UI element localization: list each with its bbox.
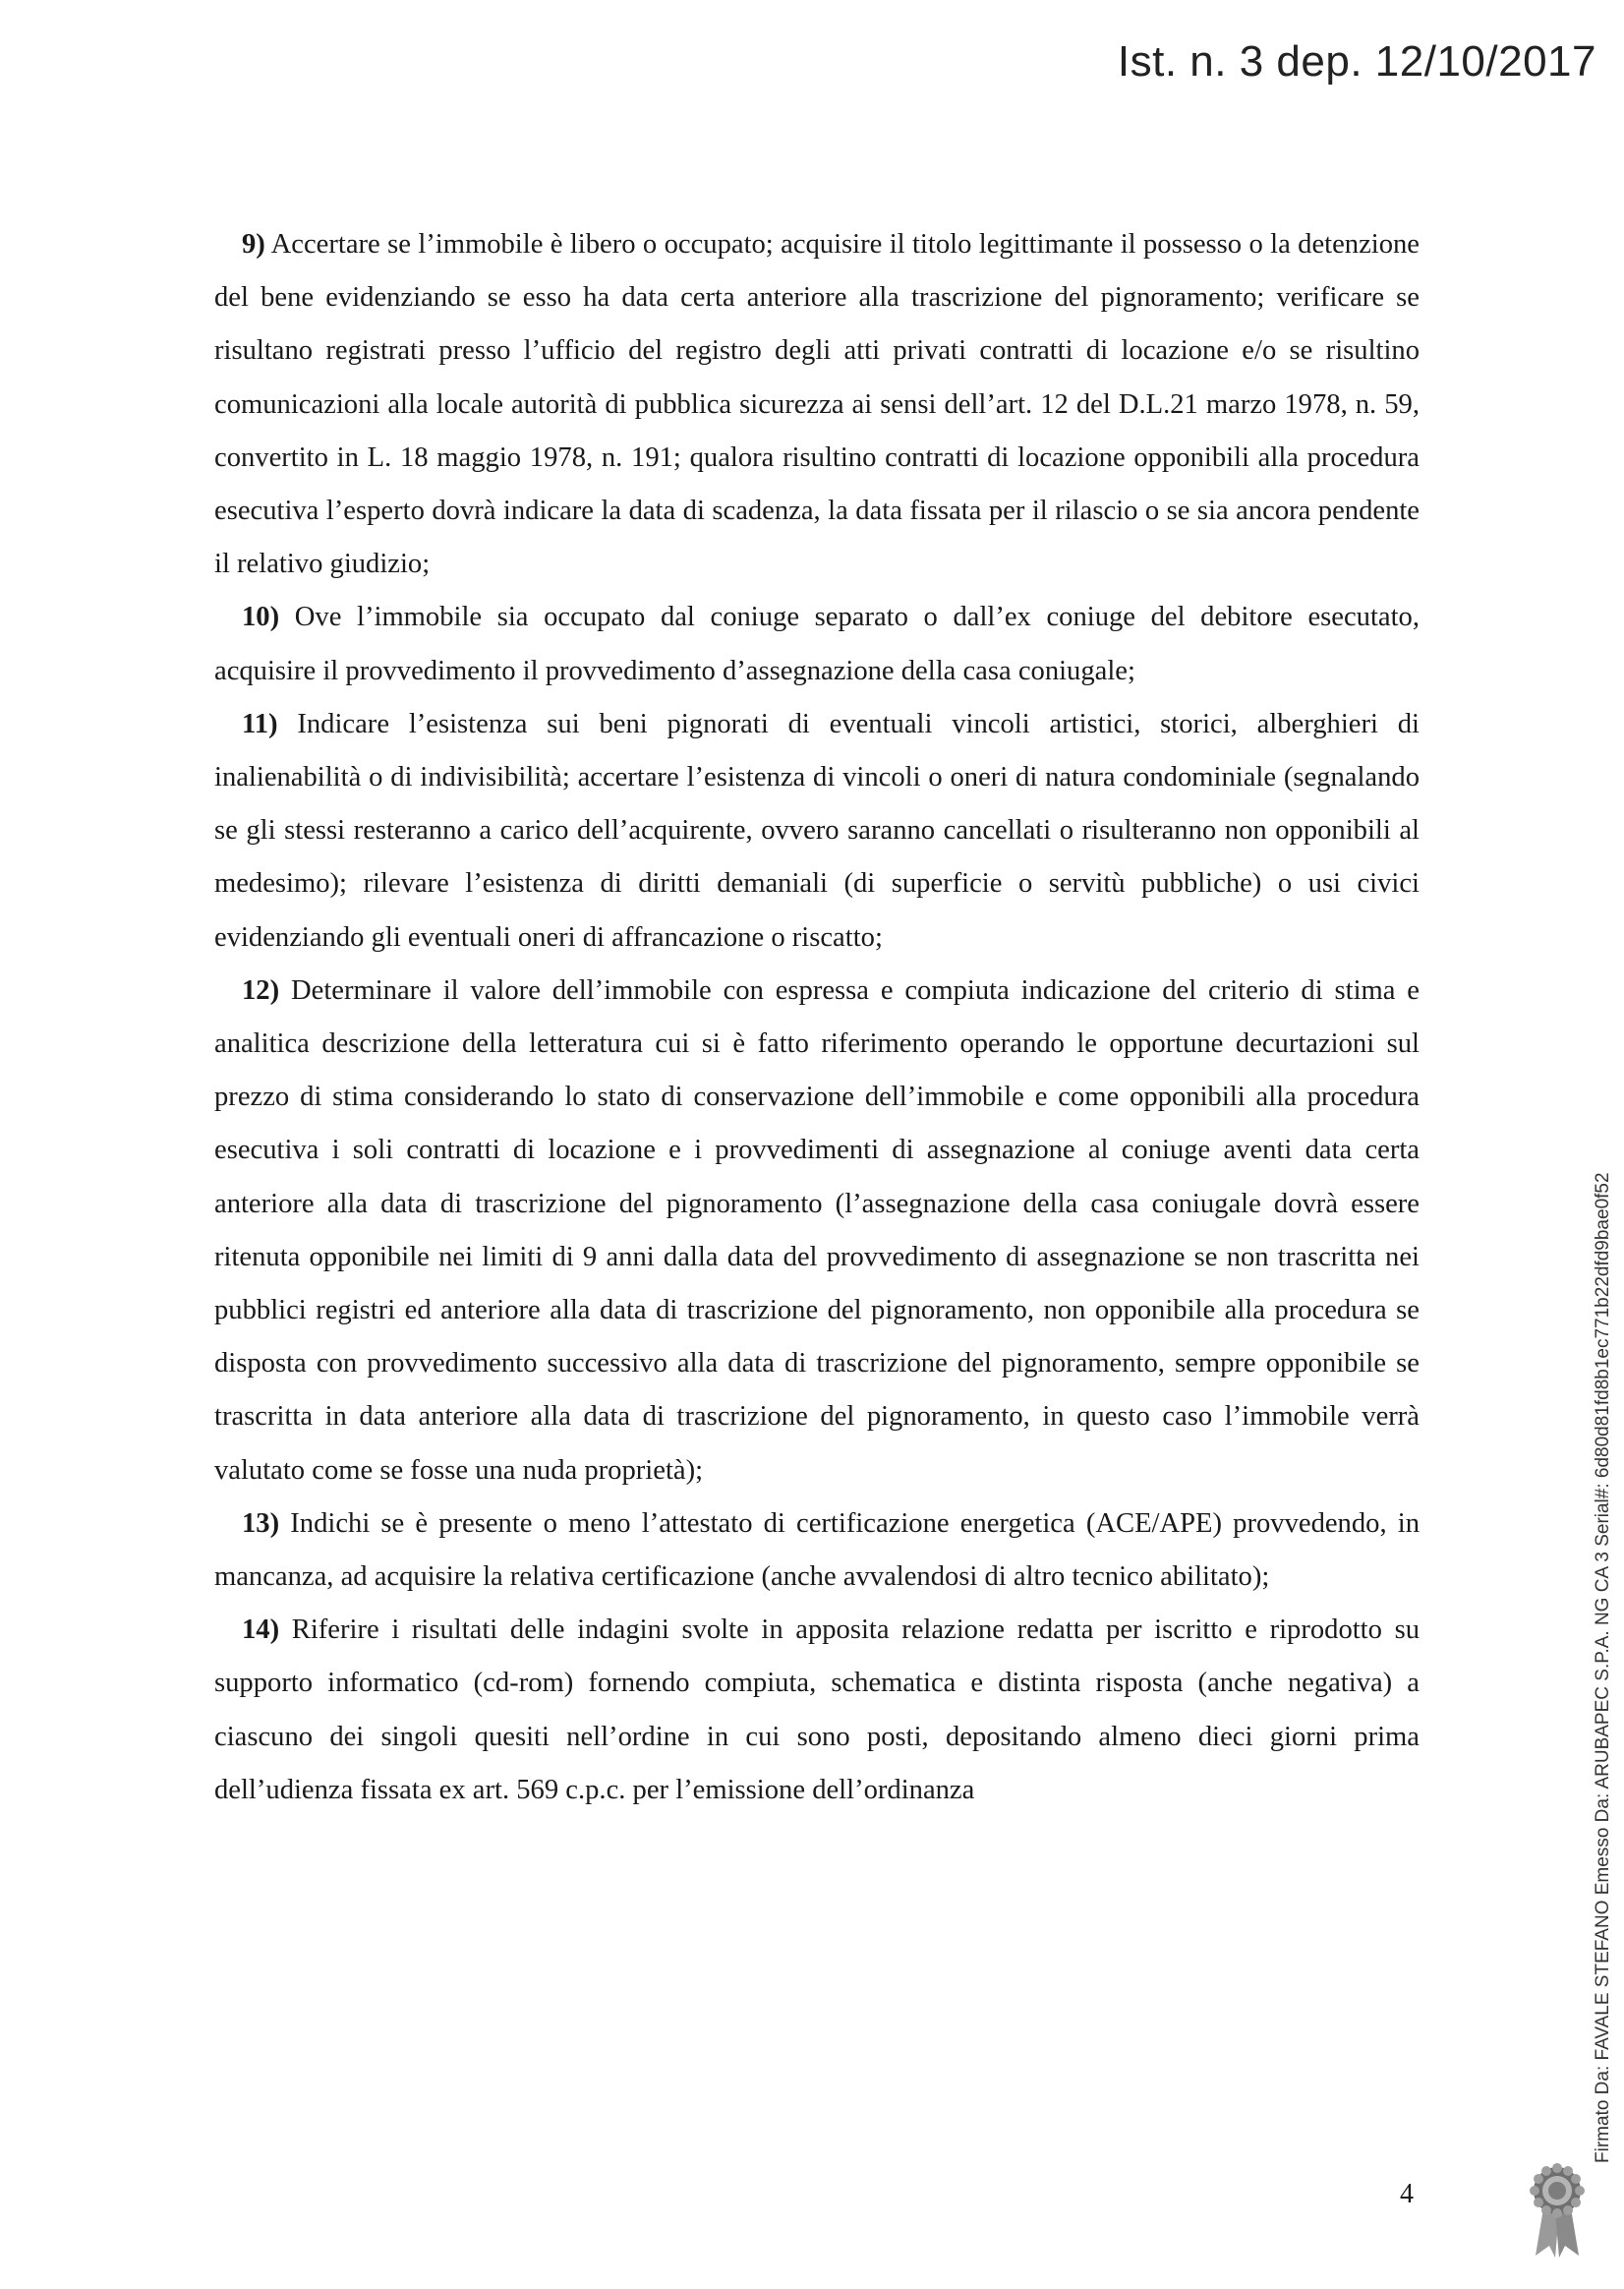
item-text: Indichi se è presente o meno l’attestato di certificazione energetica (ACE/APE) provvedendo, in mancanza, ad acquisire la relativa certificazione (anche avvalendosi di altro tecnico abilitato);	[214, 1507, 1420, 1593]
list-item-13	[214, 1497, 1420, 1604]
item-number: 14)	[242, 1614, 280, 1646]
item-text: Indicare l’esistenza sui beni pignorati di eventuali vincoli artistici, storici, alberghieri di inalienabilità o di indivisibilità; accertare l’esistenza di vincoli o oneri di natura condominiale (segnalando se gli stessi resteranno a carico dell’acquirente, ovvero saranno cancellati o risulteranno non opponibili al medesimo); rilevare l’esistenza di diritti demaniali (di superficie o servitù pubbliche) o usi civici evidenziando gli eventuali oneri di affrancazione o riscatto;	[214, 708, 1420, 953]
item-text: Determinare il valore dell’immobile con espressa e compiuta indicazione del criterio di stima e analitica descrizione della letteratura cui si è fatto riferimento operando le opportune decurtazioni sul prezzo di stima considerando lo stato di conservazione dell’immobile e come opponibili alla procedura esecutiva i soli contratti di locazione e i provvedimenti di assegnazione al coniuge aventi data certa anteriore alla data di trascrizione del pignoramento (l’assegnazione della casa coniugale dovrà essere ritenuta opponibile nei limiti di 9 anni dalla data del provvedimento di assegnazione se non trascritta nei pubblici registri ed anteriore alla data di trascrizione del pignoramento, non opponibile alla procedura se disposta con provvedimento successivo alla data di trascrizione del pignoramento, sempre opponibile se trascritta in data anteriore alla data di trascrizione del pignoramento, in questo caso l’immobile verrà valutato come se fosse una nuda proprietà);	[214, 974, 1420, 1486]
digital-signature-strip: Firmato Da: FAVALE STEFANO Emesso Da: ARUBAPEC S.P.A. NG CA 3 Serial#: 6d80d81fd8b1ec771b22dfd9bae0f52	[1593, 1172, 1613, 2163]
list-item-9	[214, 218, 1420, 591]
protocol-stamp: Ist. n. 3 dep. 12/10/2017	[1117, 37, 1596, 86]
list-item-14	[214, 1604, 1420, 1817]
item-text: Ove l’immobile sia occupato dal coniuge separato o dall’ex coniuge del debitore esecutato, acquisire il provvedimento il provvedimento d’assegnazione della casa coniugale;	[214, 602, 1421, 686]
item-number: 10)	[242, 602, 280, 633]
item-text: Accertare se l’immobile è libero o occupato; acquisire il titolo legittimante il possesso o la detenzione del bene evidenziando se esso ha data certa anteriore alla trascrizione del pignoramento; verificare se risultano registrati presso l’ufficio del registro degli atti privati contratti di locazione e/o se risultino comunicazioni alla locale autorità di pubblica sicurezza ai sensi dell’art. 12 del D.L.21 marzo 1978, n. 59, convertito in L. 18 maggio 1978, n. 191; qualora risultino contratti di locazione opponibili alla procedura esecutiva l’esperto dovrà indicare la data di scadenza, la data fissata per il rilascio o se sia ancora pendente il relativo giudizio;	[214, 229, 1420, 580]
list-item-11	[214, 698, 1420, 965]
item-text: Riferire i risultati delle indagini svolte in apposita relazione redatta per iscritto e riprodotto su supporto informatico (cd-rom) fornendo compiuta, schematica e distinta risposta (anche negativa) a ciascuno dei singoli quesiti nell’ordine in cui sono posti, depositando almeno dieci giorni prima dell’udienza fissata ex art. 569 c.p.c. per l’emissione dell’ordinanza	[214, 1614, 1420, 1805]
item-number: 9)	[242, 229, 265, 260]
document-body	[214, 218, 1420, 1817]
item-number: 12)	[242, 974, 280, 1006]
list-item-10	[214, 591, 1420, 697]
item-number: 11)	[242, 708, 278, 739]
certification-seal-icon	[1526, 2161, 1589, 2260]
item-number: 13)	[242, 1507, 280, 1539]
page-number: 4	[1400, 2179, 1414, 2209]
list-item-12	[214, 965, 1420, 1497]
